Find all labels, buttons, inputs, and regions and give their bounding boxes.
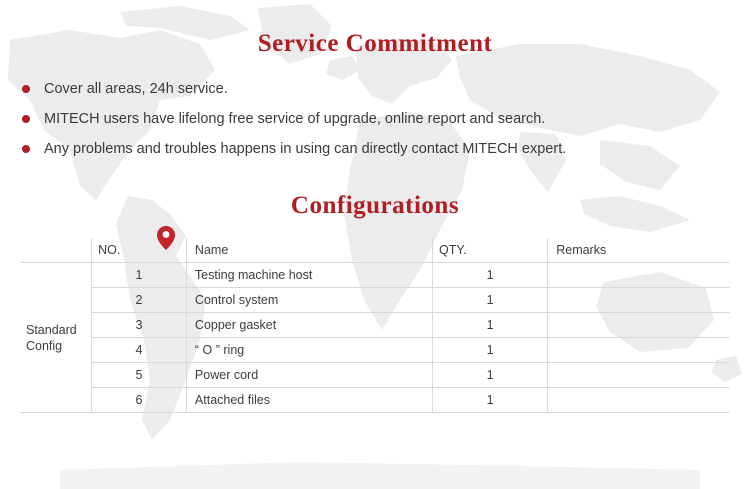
list-item-label: MITECH users have lifelong free service of upgrade, online report and search. bbox=[44, 111, 546, 127]
cell-name: Power cord bbox=[186, 363, 432, 388]
cell-qty: 1 bbox=[433, 288, 548, 313]
service-commitment-list bbox=[0, 58, 750, 158]
cell-no: 6 bbox=[92, 388, 187, 413]
bullet-dot-icon bbox=[22, 115, 30, 123]
column-header-remarks: Remarks bbox=[548, 238, 730, 263]
table-header bbox=[20, 238, 730, 263]
cell-remarks bbox=[548, 313, 730, 338]
list-item bbox=[22, 110, 750, 128]
table-row bbox=[20, 288, 730, 313]
table-body bbox=[20, 263, 730, 413]
cell-remarks bbox=[548, 338, 730, 363]
bullet-dot-icon bbox=[22, 145, 30, 153]
cell-no: 3 bbox=[92, 313, 187, 338]
cell-name: Attached files bbox=[186, 388, 432, 413]
table-row bbox=[20, 263, 730, 288]
configurations-title: Configurations bbox=[290, 192, 460, 219]
cell-remarks bbox=[548, 363, 730, 388]
list-item-label: Cover all areas, 24h service. bbox=[44, 81, 228, 97]
table-row bbox=[20, 363, 730, 388]
table-row bbox=[20, 338, 730, 363]
cell-name: “ O ” ring bbox=[186, 338, 432, 363]
cell-qty: 1 bbox=[433, 363, 548, 388]
cell-qty: 1 bbox=[433, 388, 548, 413]
cell-no: 1 bbox=[92, 263, 187, 288]
cell-qty: 1 bbox=[433, 263, 548, 288]
table-row bbox=[20, 388, 730, 413]
list-item bbox=[22, 80, 750, 98]
list-item-label: Any problems and troubles happens in using can directly contact MITECH expert. bbox=[44, 141, 567, 157]
cell-no: 2 bbox=[92, 288, 187, 313]
bullet-dot-icon bbox=[22, 85, 30, 93]
configurations-table bbox=[20, 238, 730, 413]
service-commitment-title: Service Commitment bbox=[257, 30, 493, 57]
cell-remarks bbox=[548, 263, 730, 288]
cell-no: 4 bbox=[92, 338, 187, 363]
cell-name: Control system bbox=[186, 288, 432, 313]
cell-remarks bbox=[548, 388, 730, 413]
column-header-qty: QTY. bbox=[433, 238, 548, 263]
list-item bbox=[22, 140, 750, 158]
column-header-group bbox=[20, 238, 92, 263]
cell-qty: 1 bbox=[433, 338, 548, 363]
cell-name: Copper gasket bbox=[186, 313, 432, 338]
configurations-table-wrapper bbox=[0, 220, 750, 413]
cell-qty: 1 bbox=[433, 313, 548, 338]
table-row bbox=[20, 313, 730, 338]
cell-name: Testing machine host bbox=[186, 263, 432, 288]
table-header-row bbox=[20, 238, 730, 263]
column-header-name: Name bbox=[186, 238, 432, 263]
cell-no: 5 bbox=[92, 363, 187, 388]
row-group-label: Standard Config bbox=[20, 263, 92, 413]
column-header-no: NO. bbox=[92, 238, 187, 263]
cell-remarks bbox=[548, 288, 730, 313]
